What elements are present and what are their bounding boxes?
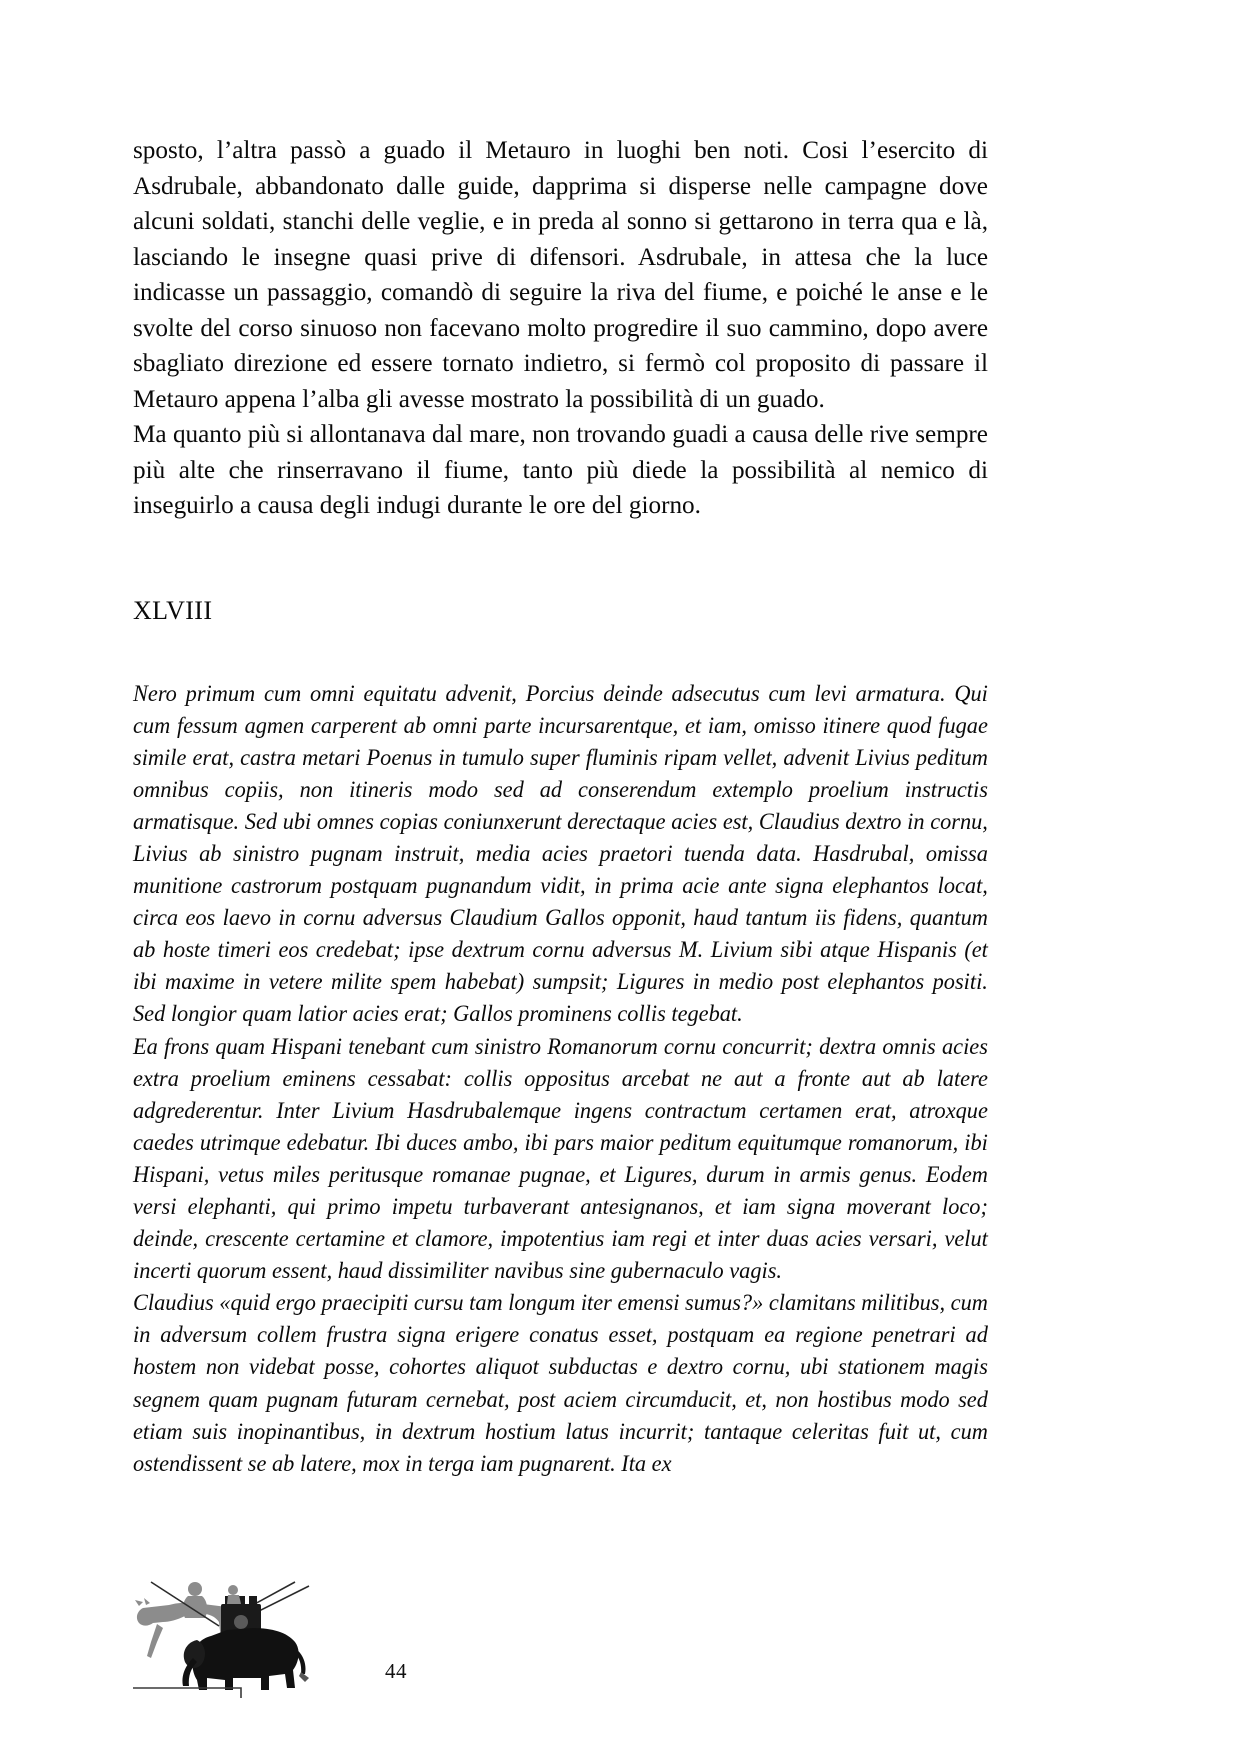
chapter-heading: XLVIII [133, 595, 213, 625]
body-paragraph-2: Ma quanto più si allontanava dal mare, non trovando guadi a causa delle rive sempre più alte che rinserravano il fiume, tanto più diede la possibilità al nemico di inseguirlo a causa degli indugi durante le ore del giorno. [133, 421, 988, 519]
elephant-figure [182, 1628, 309, 1690]
body-paragraph-1: sposto, l’altra passò a guado il Metauro in luoghi ben noti. Cosi l’esercito di Asdrubale, abbandonato dalle guide, dapprima si disperse nelle campagne dove alcuni soldati, stanchi delle veglie, e in preda al sonno si gettarono in terra qua e là, lasciando le insegne quasi prive di difensori. Asdrubale, in attesa che la luce indicasse un passaggio, comandò di seguire la riva del fiume, e poiché le anse e le svolte del corso sinuoso non facevano molto progredire il suo cammino, dopo avere sbagliato direzione ed essere tornato indietro, si fermò col proposito di passare il Metauro appena l’alba gli avesse mostrato la possibilità di un guado. [133, 137, 988, 413]
body-text-block [133, 133, 988, 524]
latin-paragraph-3: Claudius «quid ergo praecipiti cursu tam longum iter emensi sumus?» clamitans militibus, cum in adversum collem frustra signa erigere conatus esset, postquam ea regione penetrari ad hostem non videbat posse, cohortes aliquot subductas e dextro cornu, ubi stationem magis segnem quam pugnam futuram cernebat, post aciem circumducit, et, non hostibus modo sed etiam suis inopinantibus, in dextrum hostium latus incurrit; tantaque celeritas fuit ut, cum ostendissent se ab latere, mox in terga iam pugnarent. Ita ex [133, 1290, 988, 1477]
latin-quotation-block [133, 678, 988, 1480]
page-footer [133, 1578, 533, 1718]
stepped-rule [133, 1688, 363, 1698]
latin-paragraph-2: Ea frons quam Hispani tenebant cum sinistro Romanorum cornu concurrit; dextra omnis acies extra proelium eminens cessabat: collis oppositus arcebat ne aut a fronte aut ab latere adgrederentur. Inter Livium Hasdrubalemque ingens contractum certamen erat, atroxque caedes utrimque edebatur. Ibi duces ambo, ibi pars maior peditum equitumque romanorum, ibi Hispani, vetus miles peritusque romanae pugnae, et Ligures, durum in armis genus. Eodem versi elephanti, qui primo impetu turbaverant antesignanos, et iam signa moverant loco; deinde, crescente certamine et clamore, impotentius iam regi et inter duas acies versari, velut incerti quorum essent, haud dissimiliter navibus sine gubernaculo vagis. [133, 1033, 988, 1285]
page-number: 44 [385, 1659, 407, 1683]
elephant-and-cavalryman-illustration [133, 1578, 363, 1698]
latin-paragraph-1: Nero primum cum omni equitatu advenit, Porcius deinde adsecutus cum levi armatura. Qui cum fessum agmen carperent ab omni parte incursarentque, et iam, omisso itinere quod fugae simile erat, castra metari Poenus in tumulo super fluminis ripam vellet, advenit Livius peditum omnibus copiis, non itineris modo sed ad conserendum extemplo proelium instructis armatisque. Sed ubi omnes copias coniunxerunt derectaque acies est, Claudius dextro in cornu, Livius ab sinistro pugnam instruit, media acies praetori tuenda data. Hasdrubal, omissa munitione castrorum postquam pugnandum vidit, in prima acie ante signa elephantos locat, circa eos laevo in cornu adversus Claudium Gallos opponit, haud tantum iis fidens, quantum ab hoste timeri eos credebat; ipse dextrum cornu adversus M. Livium sibi atque Hispanis (et ibi maxime in vetere milite spem habebat) sumpsit; Ligures in medio post elephantos positi. Sed longior quam latior acies erat; Gallos prominens collis tegebat. [133, 680, 988, 1028]
latin-narrow-wrapper [133, 678, 988, 1480]
horse-rider-figure [167, 1582, 207, 1618]
page-content [133, 133, 988, 1480]
tower-crewman-figure [227, 1585, 241, 1604]
